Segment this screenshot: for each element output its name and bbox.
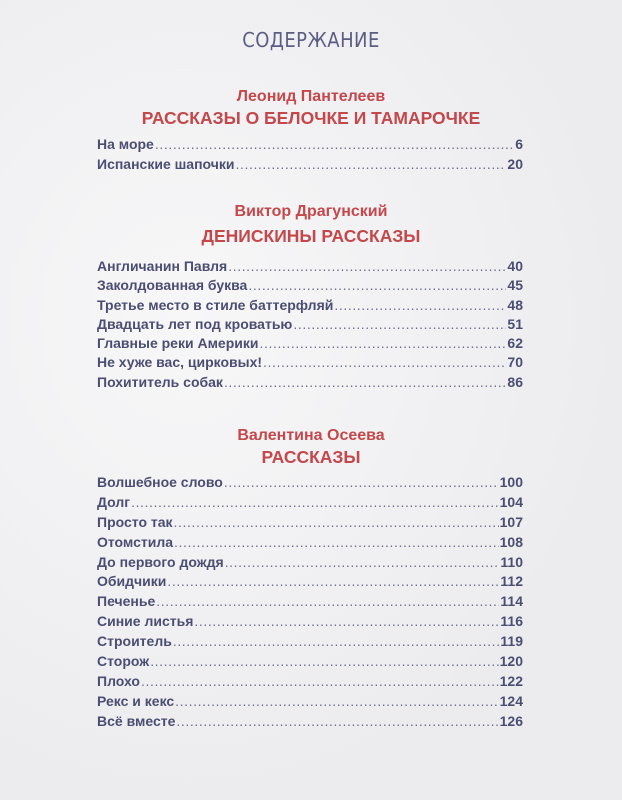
entry-title: Испанские шапочки: [97, 156, 235, 172]
series-title: РАССКАЗЫ: [261, 447, 361, 467]
entry-page: 116: [500, 613, 523, 630]
toc-entry[interactable]: [97, 316, 523, 335]
entry-title: Похититель собак: [97, 373, 223, 390]
entry-list-oseeva: [97, 474, 523, 733]
toc-entry[interactable]: [97, 354, 523, 373]
entry-title: Просто так: [97, 513, 173, 530]
section-dragunsky: [0, 202, 622, 247]
leader-dots: [155, 136, 514, 152]
entry-page: 86: [507, 373, 523, 390]
series-title: РАССКАЗЫ О БЕЛОЧКЕ И ТАМАРОЧКЕ: [141, 108, 481, 128]
entry-title: Долг: [97, 493, 131, 510]
entry-title: Отомстила: [97, 533, 174, 550]
leader-dots: [225, 554, 500, 570]
entry-title: До первого дождя: [97, 553, 224, 570]
entry-title: Англичанин Павля: [97, 258, 228, 274]
toc-entry[interactable]: [97, 156, 523, 176]
toc-entry[interactable]: [97, 258, 523, 277]
series-title: ДЕНИСКИНЫ РАССКАЗЫ: [201, 226, 421, 246]
leader-dots: [141, 673, 499, 689]
leader-dots: [176, 713, 498, 729]
entry-page: 126: [499, 712, 523, 729]
entry-page: 110: [500, 553, 523, 570]
leader-dots: [224, 474, 499, 490]
toc-entry[interactable]: [97, 136, 523, 156]
leader-dots: [167, 573, 499, 589]
leader-dots: [131, 494, 499, 510]
entry-page: 112: [500, 573, 523, 590]
leader-dots: [228, 258, 506, 274]
entry-title: Обидчики: [97, 573, 167, 590]
entry-page: 122: [499, 672, 523, 689]
toc-entry[interactable]: [97, 673, 523, 693]
entry-page: 20: [507, 156, 523, 172]
entry-page: 48: [507, 296, 523, 313]
leader-dots: [248, 277, 506, 293]
entry-title: Главные реки Америки: [97, 335, 259, 352]
toc-entry[interactable]: [97, 474, 523, 494]
entry-page: 51: [507, 315, 523, 332]
author-name: Леонид Пантелеев: [236, 88, 386, 105]
entry-title: Всё вместе: [97, 712, 176, 729]
entry-page: 108: [499, 533, 523, 550]
entry-page: 6: [515, 136, 523, 152]
leader-dots: [235, 156, 506, 172]
entry-title: Третье место в стиле баттерфляй: [97, 296, 334, 313]
page-title: СОДЕРЖАНИЕ: [242, 28, 380, 52]
toc-entry[interactable]: [97, 554, 523, 574]
entry-page: 104: [499, 493, 523, 510]
entry-title: Двадцать лет под кроватью: [97, 315, 293, 332]
entry-list-panteleev: [97, 136, 523, 176]
toc-entry[interactable]: [97, 297, 523, 316]
entry-title: Плохо: [97, 672, 140, 689]
entry-title: Не хуже вас, цирковых!: [97, 354, 263, 371]
entry-title: На море: [97, 136, 154, 152]
entry-title: Строитель: [97, 633, 172, 650]
leader-dots: [334, 297, 506, 313]
section-panteleev: [0, 87, 622, 129]
leader-dots: [293, 316, 506, 332]
entry-page: 124: [499, 692, 523, 709]
toc-entry[interactable]: [97, 653, 523, 673]
toc-entry[interactable]: [97, 593, 523, 613]
entry-page: 107: [499, 513, 523, 530]
entry-title: Рекс и кекс: [97, 692, 175, 709]
leader-dots: [156, 593, 499, 609]
entry-title: Синие листья: [97, 613, 194, 630]
entry-page: 40: [507, 258, 523, 274]
entry-title: Печенье: [97, 593, 156, 610]
leader-dots: [174, 534, 499, 550]
toc-entry[interactable]: [97, 573, 523, 593]
leader-dots: [194, 613, 499, 629]
entry-title: Волшебное слово: [97, 474, 223, 490]
toc-entry[interactable]: [97, 633, 523, 653]
entry-title: Сторож: [97, 653, 150, 670]
leader-dots: [174, 514, 499, 530]
section-oseeva: [0, 426, 622, 468]
leader-dots: [263, 354, 506, 370]
leader-dots: [175, 693, 498, 709]
entry-list-dragunsky: [97, 258, 523, 393]
entry-page: 114: [500, 593, 523, 610]
leader-dots: [224, 374, 506, 390]
toc-entry[interactable]: [97, 277, 523, 296]
author-name: Виктор Драгунский: [234, 203, 388, 220]
entry-page: 70: [507, 354, 523, 371]
author-name: Валентина Осеева: [237, 427, 385, 444]
entry-title: Заколдованная буква: [97, 277, 248, 294]
toc-entry[interactable]: [97, 693, 523, 713]
leader-dots: [173, 633, 500, 649]
toc-entry[interactable]: [97, 713, 523, 733]
entry-page: 100: [499, 474, 523, 490]
toc-entry[interactable]: [97, 514, 523, 534]
toc-entry[interactable]: [97, 534, 523, 554]
leader-dots: [150, 653, 498, 669]
leader-dots: [259, 335, 506, 351]
entry-page: 119: [500, 633, 523, 650]
entry-page: 120: [499, 653, 523, 670]
entry-page: 45: [507, 277, 523, 294]
toc-entry[interactable]: [97, 374, 523, 393]
toc-entry[interactable]: [97, 613, 523, 633]
toc-entry[interactable]: [97, 335, 523, 354]
toc-entry[interactable]: [97, 494, 523, 514]
entry-page: 62: [507, 335, 523, 352]
